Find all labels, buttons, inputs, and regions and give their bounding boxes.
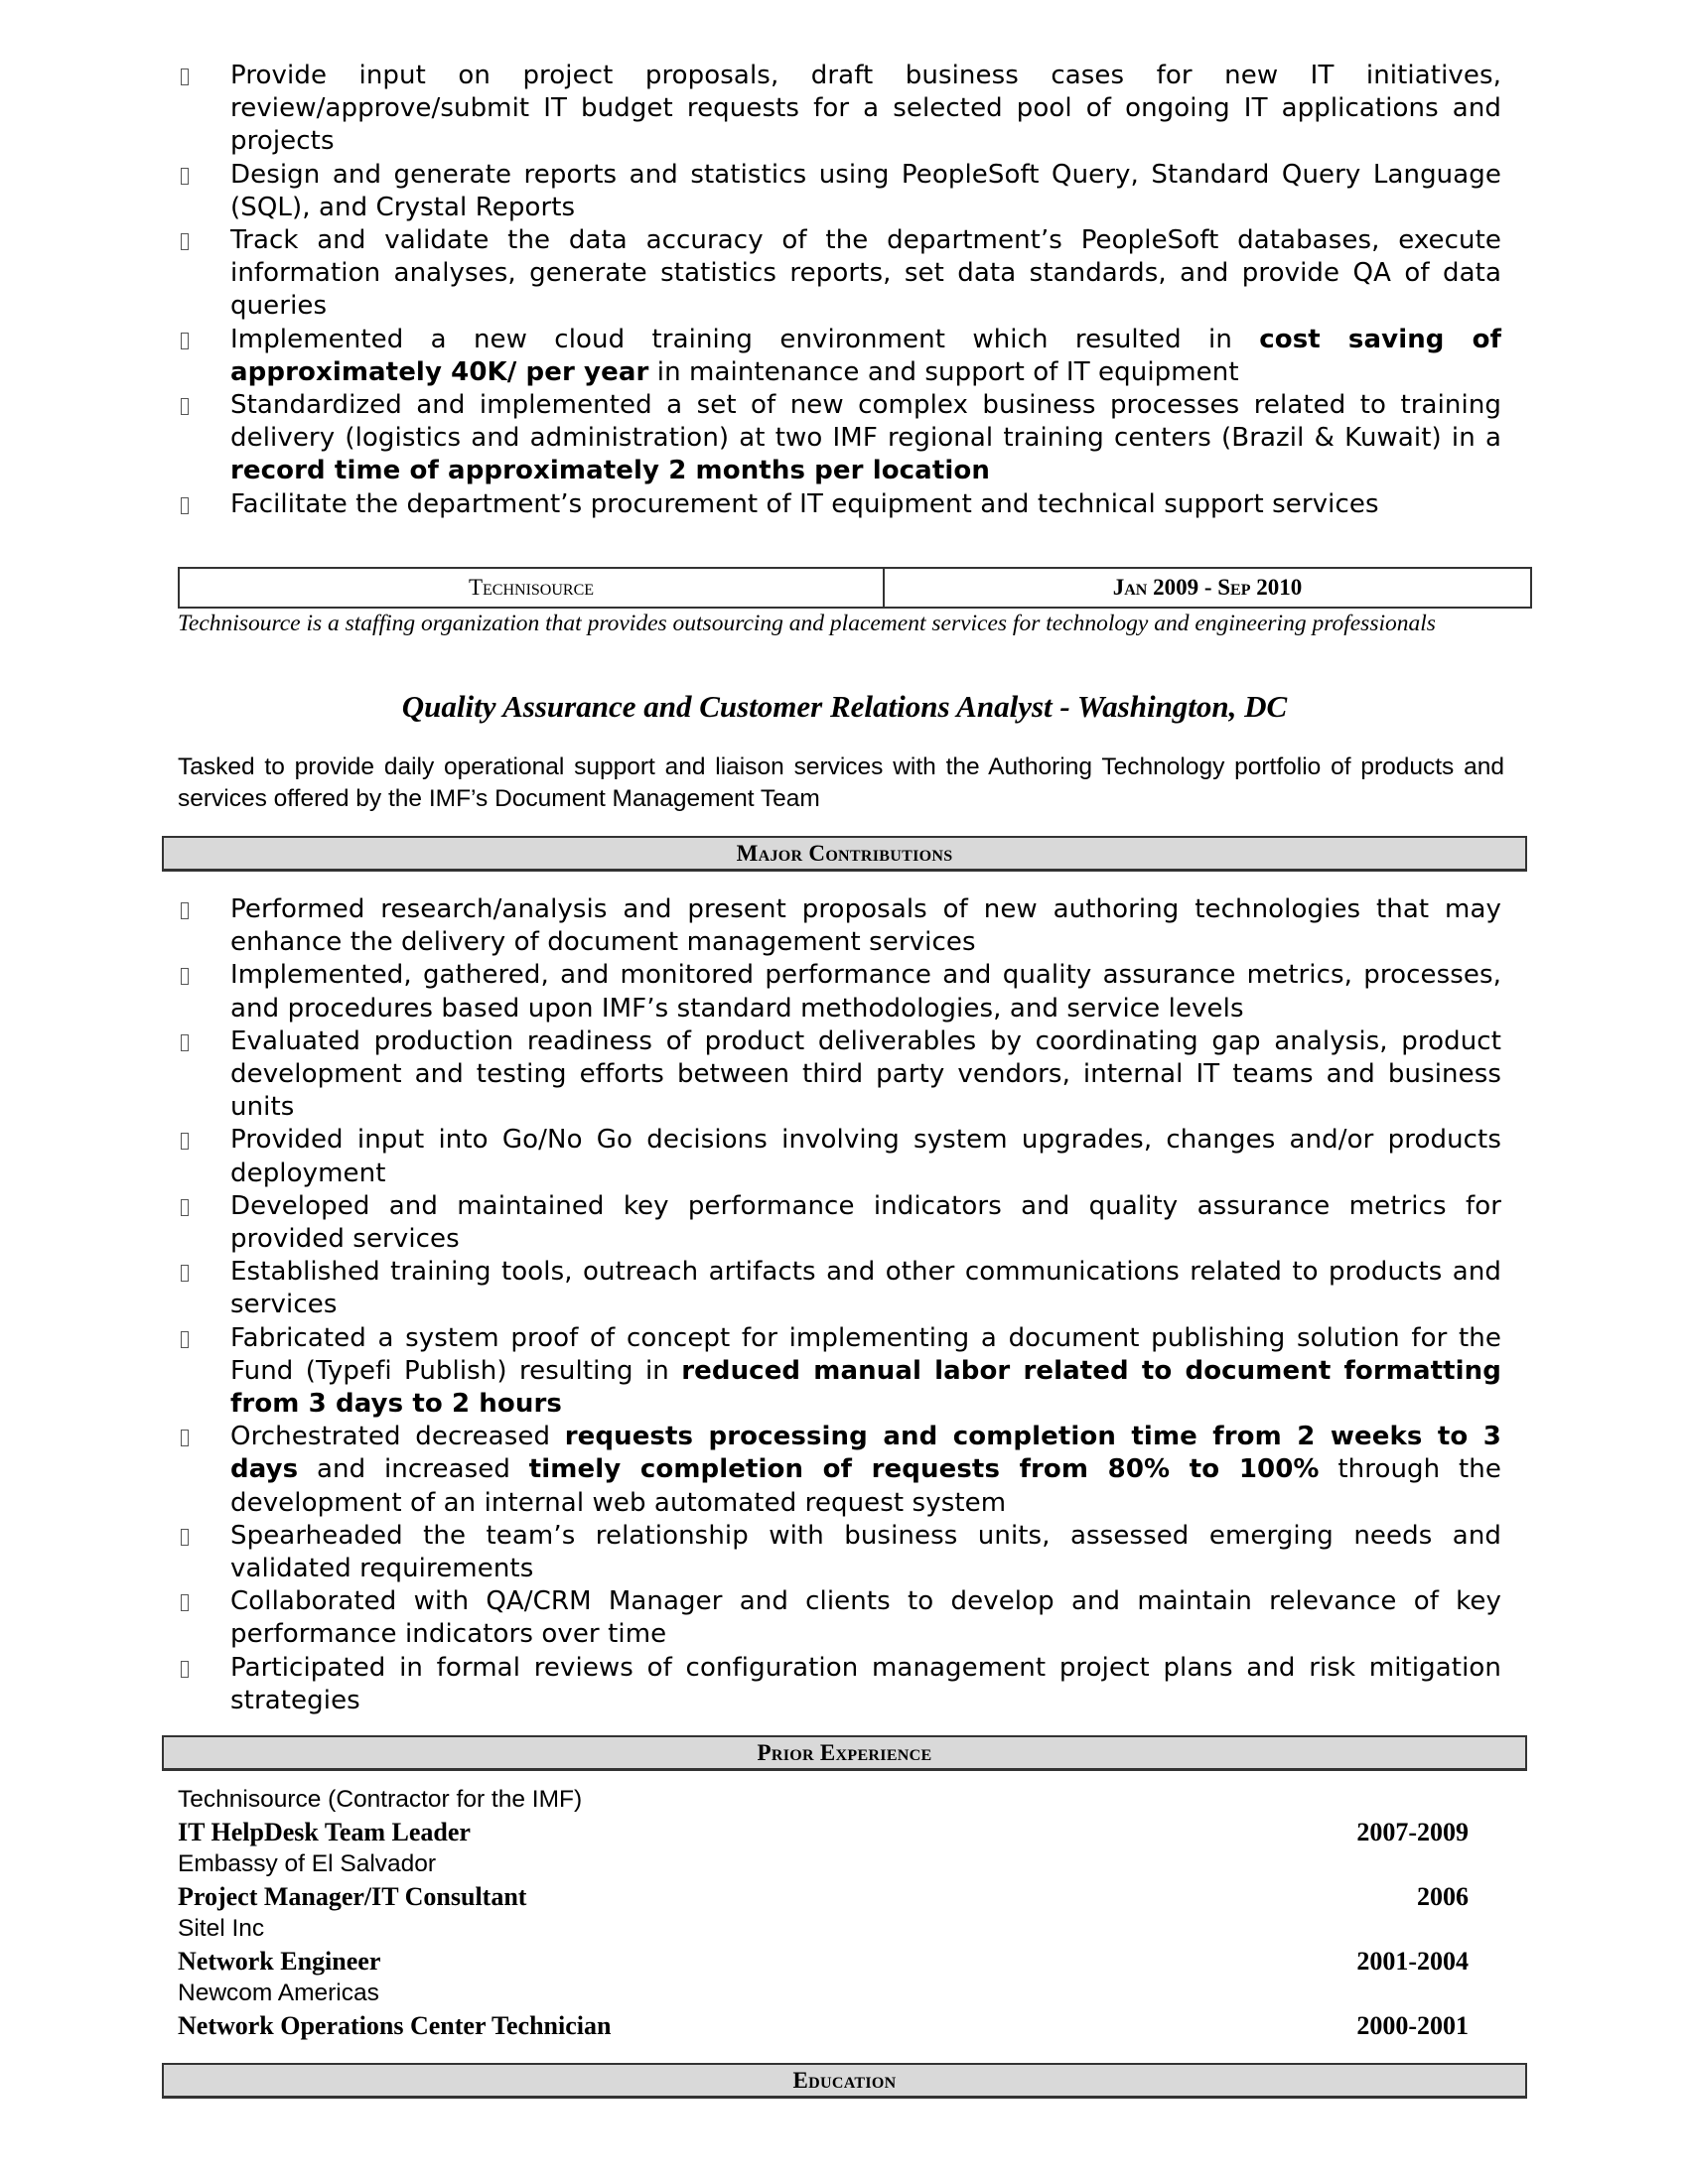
- prior-employer: Embassy of El Salvador: [178, 1850, 437, 1877]
- major-contributions-list: [181, 893, 1501, 1717]
- bullet-highlight-text: reduced manual labor related to document formatting from 3 days to 2 hours: [230, 1355, 1501, 1420]
- bullet-item: [181, 959, 1501, 1024]
- prior-role-row: [178, 1880, 1488, 1913]
- job-title: Quality Assurance and Customer Relations Analyst - Washington, DC: [401, 689, 1288, 724]
- bullet-text: Facilitate the department’s procurement of IT equipment and technical support services: [230, 488, 1379, 519]
- prior-role-years: 2007-2009: [1356, 1818, 1469, 1846]
- prior-role-years: 2006: [1417, 1882, 1469, 1911]
- prior-role-years: 2001-2004: [1356, 1947, 1469, 1976]
- bullet-text: Established training tools, outreach artifacts and other communications related to products and services: [230, 1257, 1501, 1320]
- job-summary: Tasked to provide daily operational support and liaison services with the Authoring Technology portfolio of products and services offered by the IMF’s Document Management Team: [178, 753, 1504, 812]
- bullet-text: Fabricated a system proof of concept for implementing a document publishing solution for the Fund (Typefi Publish) resulting in: [230, 1322, 1501, 1386]
- bullet-icon: [181, 1331, 189, 1348]
- bullet-text: Implemented, gathered, and monitored performance and quality assurance metrics, processes, and procedures based upon IMF’s standard methodologies, and service levels: [230, 960, 1501, 1024]
- bullet-item: [181, 1256, 1501, 1321]
- previous-role-bullet-list: [181, 60, 1501, 521]
- prior-employer: Technisource (Contractor for the IMF): [178, 1786, 583, 1813]
- section-header-prior-experience: Prior Experience: [162, 1735, 1527, 1771]
- bullet-highlight-text: record time of approximately 2 months per location: [230, 456, 990, 486]
- bullet-icon: [181, 1594, 189, 1611]
- prior-role-title: Project Manager/IT Consultant: [178, 1882, 527, 1911]
- bullet-icon: [181, 1430, 189, 1446]
- bullet-icon: [181, 968, 189, 985]
- bullet-highlight-text: requests processing and completion time from 2 weeks to 3 days: [230, 1422, 1501, 1485]
- prior-employer: Sitel Inc: [178, 1915, 265, 1942]
- bullet-text: Standardized and implemented a set of new complex business processes related to training delivery (logistics and administration) at two IMF regional training centers (Brazil & Kuwait) in a: [230, 390, 1501, 454]
- bullet-text: and increased: [298, 1454, 529, 1485]
- bullet-item: [181, 324, 1501, 389]
- prior-role-years: 2000-2001: [1356, 2011, 1469, 2040]
- bullet-item: [181, 488, 1501, 521]
- bullet-item: [181, 1520, 1501, 1585]
- bullet-text: Provide input on project proposals, draft business cases for new IT initiatives, review/approve/submit IT budget requests for a selected pool of ongoing IT applications and projects: [230, 61, 1501, 157]
- bullet-highlight-text: timely completion of requests from 80% to 100%: [528, 1454, 1320, 1485]
- bullet-icon: [181, 1529, 189, 1546]
- bullet-item: [181, 1025, 1501, 1125]
- bullet-text: Evaluated production readiness of product deliverables by coordinating gap analysis, product development and testing efforts between third party vendors, internal IT teams and business units: [230, 1025, 1501, 1123]
- bullet-text: Collaborated with QA/CRM Manager and clients to develop and maintain relevance of key performance indicators over time: [230, 1586, 1501, 1650]
- bullet-icon: [181, 1034, 189, 1051]
- bullet-item: [181, 1585, 1501, 1651]
- employer-header-table: [178, 567, 1532, 609]
- bullet-item: [181, 389, 1501, 488]
- bullet-text: Design and generate reports and statistics using PeopleSoft Query, Standard Query Language (SQL), and Crystal Reports: [230, 159, 1501, 222]
- bullet-text: Spearheaded the team’s relationship with business units, assessed emerging needs and validated requirements: [230, 1520, 1501, 1584]
- bullet-item: [181, 893, 1501, 959]
- prior-employer: Newcom Americas: [178, 1979, 379, 2006]
- bullet-text: Performed research/analysis and present proposals of new authoring technologies that may enhance the delivery of document management services: [230, 894, 1501, 958]
- prior-role-title: Network Operations Center Technician: [178, 2011, 612, 2040]
- bullet-item: [181, 1322, 1501, 1422]
- bullet-text: Participated in formal reviews of configuration management project plans and risk mitigation strategies: [230, 1652, 1501, 1715]
- bullet-icon: [181, 1199, 189, 1216]
- bullet-icon: [181, 168, 189, 185]
- bullet-icon: [181, 233, 189, 250]
- prior-role-row: [178, 2009, 1488, 2042]
- bullet-text: Provided input into Go/No Go decisions involving system upgrades, changes and/or products deployment: [230, 1125, 1501, 1188]
- section-header-education: Education: [162, 2063, 1527, 2099]
- bullet-icon: [181, 1133, 189, 1150]
- bullet-text: in maintenance and support of IT equipment: [648, 356, 1239, 387]
- section-header-major-contributions: Major Contributions: [162, 836, 1527, 872]
- bullet-highlight-text: cost saving of approximately 40K/ per year: [230, 324, 1501, 387]
- bullet-item: [181, 60, 1501, 159]
- bullet-icon: [181, 398, 189, 415]
- bullet-icon: [181, 68, 189, 85]
- bullet-text: Implemented a new cloud training environment which resulted in: [230, 324, 1260, 354]
- prior-experience-list: [178, 1784, 1488, 2042]
- employer-name: Technisource: [180, 569, 885, 607]
- bullet-icon: [181, 1661, 189, 1678]
- prior-role-title: Network Engineer: [178, 1947, 381, 1976]
- bullet-item: [181, 1652, 1501, 1717]
- bullet-item: [181, 1124, 1501, 1189]
- bullet-item: [181, 1190, 1501, 1256]
- bullet-icon: [181, 1265, 189, 1282]
- bullet-item: [181, 159, 1501, 224]
- bullet-icon: [181, 902, 189, 919]
- bullet-text: through the development of an internal web automated request system: [230, 1454, 1501, 1518]
- bullet-text: Track and validate the data accuracy of the department’s PeopleSoft databases, execute information analyses, generate statistics reports, set data standards, and provide QA of data queries: [230, 225, 1501, 322]
- prior-role-row: [178, 1816, 1488, 1848]
- bullet-text: Orchestrated decreased: [230, 1422, 565, 1452]
- prior-role-title: IT HelpDesk Team Leader: [178, 1818, 471, 1846]
- bullet-icon: [181, 497, 189, 514]
- bullet-item: [181, 1421, 1501, 1520]
- bullet-item: [181, 224, 1501, 324]
- bullet-text: Developed and maintained key performance indicators and quality assurance metrics for provided services: [230, 1190, 1501, 1255]
- prior-role-row: [178, 1945, 1488, 1978]
- employment-dates: Jan 2009 - Sep 2010: [1112, 575, 1303, 600]
- bullet-icon: [181, 333, 189, 349]
- employer-description: Technisource is a staffing organization that provides outsourcing and placement services for technology and engineering professionals: [178, 611, 1436, 636]
